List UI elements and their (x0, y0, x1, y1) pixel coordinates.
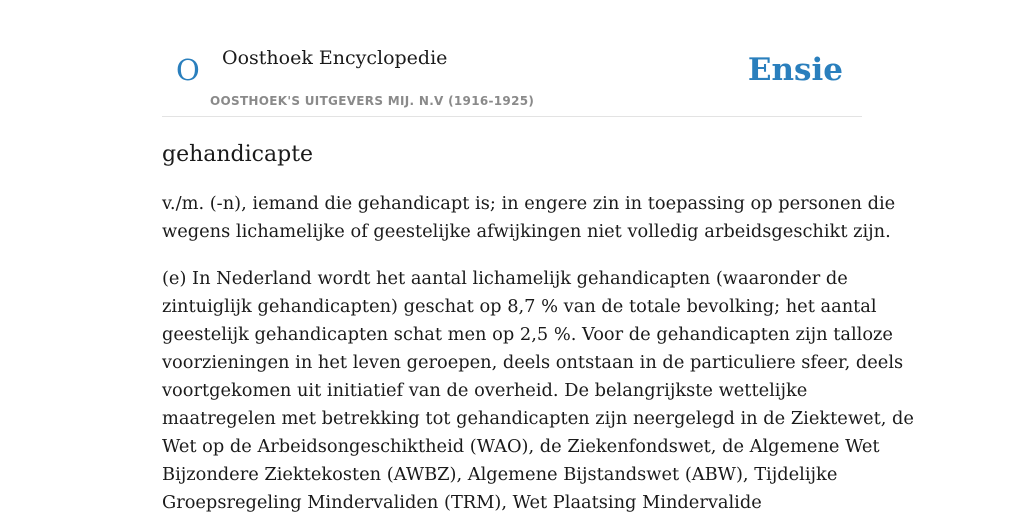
body-line: Wet op de Arbeidsongeschiktheid (WAO), de Ziekenfondswet, de Algemene Wet (162, 436, 880, 457)
site-header (162, 0, 862, 117)
definition-line: v./m. (-n), iemand die gehandicapt is; in engere zin in toepassing op personen die (162, 193, 896, 214)
body-line: maatregelen met betrekking tot gehandicapten zijn neergelegd in de Ziektewet, de (162, 408, 914, 429)
brand-logo[interactable]: Ensie (747, 52, 843, 88)
body-line: voorzieningen in het leven geroepen, deels ontstaan in de particuliere sfeer, deels (162, 352, 904, 373)
entry-title: gehandicapte (162, 142, 314, 167)
content-container (162, 0, 914, 512)
body-line: Groepsregeling Mindervaliden (TRM), Wet Plaatsing Mindervalide (162, 492, 762, 512)
body-line: voortgekomen uit initiatief van de overheid. De belangrijkste wettelijke (162, 380, 808, 401)
body-line: zintuiglijk gehandicapten) geschat op 8,7 % van de totale bevolking; het aantal (162, 296, 877, 317)
entry-definition (162, 190, 896, 246)
site-title[interactable]: Oosthoek Encyclopedie (222, 47, 448, 69)
body-line: Bijzondere Ziektekosten (AWBZ), Algemene Bijstandswet (ABW), Tijdelijke (162, 464, 838, 485)
entry-body (162, 265, 914, 512)
site-subtitle: OOSTHOEK'S UITGEVERS MIJ. N.V (1916-1925) (210, 94, 535, 108)
logo-icon[interactable]: O (176, 53, 200, 87)
body-line: geestelijk gehandicapten schat men op 2,5 %. Voor de gehandicapten zijn talloze (162, 324, 893, 345)
definition-line: wegens lichamelijke of geestelijke afwijkingen niet volledig arbeidsgeschikt zijn. (162, 221, 891, 242)
body-line: (e) In Nederland wordt het aantal lichamelijk gehandicapten (waaronder de (162, 268, 848, 289)
